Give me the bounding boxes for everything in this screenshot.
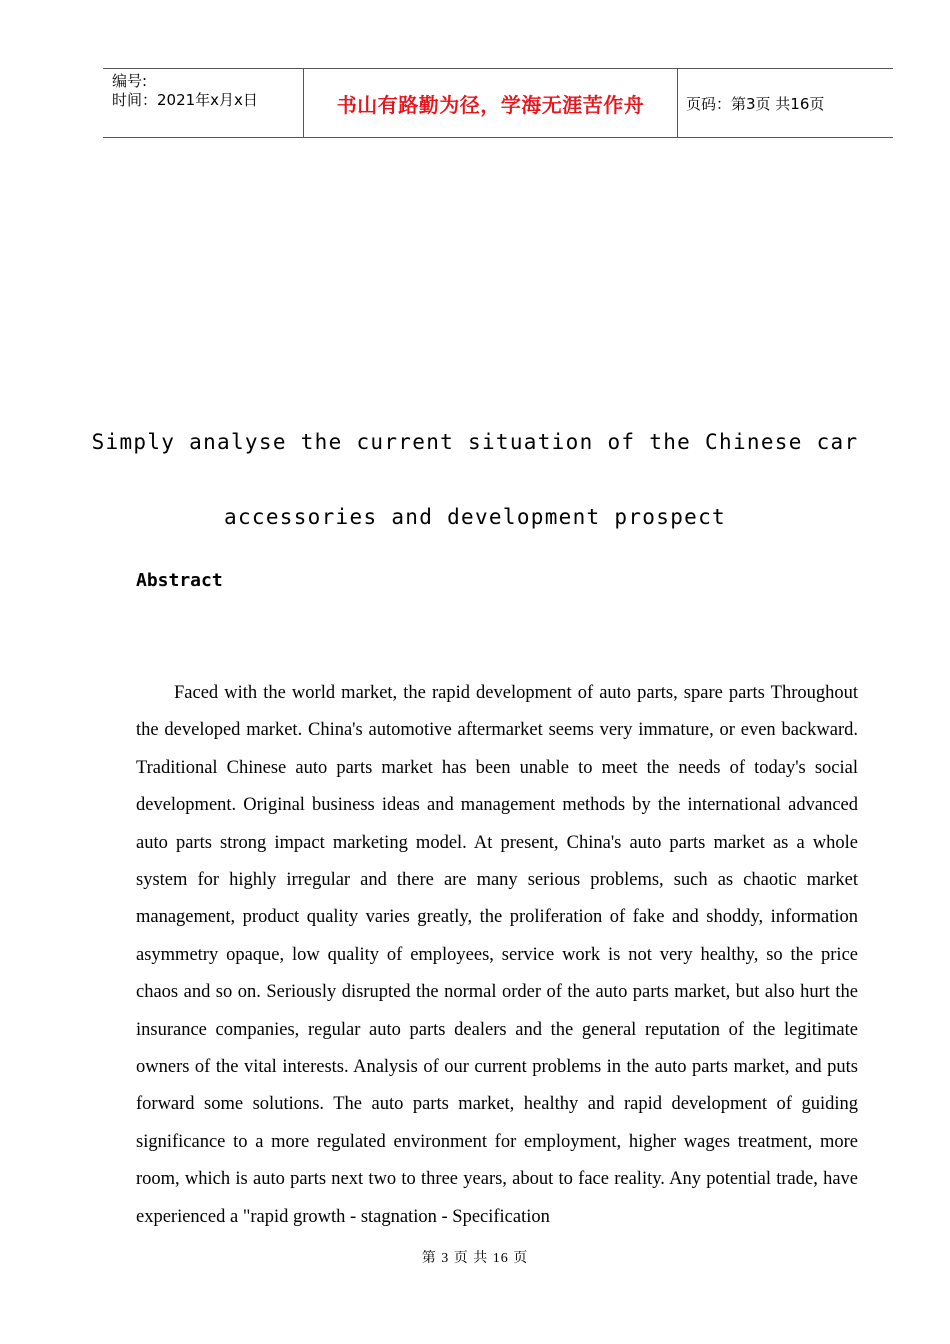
document-time-label: 时间：2021年x月x日 <box>112 91 258 109</box>
document-number-label: 编号: <box>112 72 148 90</box>
page-footer: 第 3 页 共 16 页 <box>421 1251 529 1266</box>
page-header <box>103 68 893 138</box>
header-motto: 书山有路勤为径，学海无涯苦作舟 <box>304 69 678 137</box>
header-page-info: 页码：第3页 共16页 <box>686 94 825 113</box>
header-meta-cell <box>103 69 304 137</box>
abstract-body: Faced with the world market, the rapid development of auto parts, spare parts Throughout the developed market. China's automotive aftermarket seems very immature, or even backward. Traditional Chinese auto parts market has been unable to meet the needs of today's social development. Original business ideas and management methods by the international advanced auto parts strong impact marketing model. At present, China's auto parts market as a whole system for highly irregular and there are many serious problems, such as chaotic market management, product quality varies greatly, the proliferation of fake and shoddy, information asymmetry opaque, low quality of employees, service work is not very healthy, so the price chaos and so on. Seriously disrupted the normal order of the auto parts market, but also hurt the insurance companies, regular auto parts dealers and the general reputation of the legitimate owners of the vital interests. Analysis of our current problems in the auto parts market, and puts forward some solutions. The auto parts market, healthy and rapid development of guiding significance to a more regulated environment for employment, higher wages treatment, more room, which is auto parts next two to three years, about to face reality. Any potential trade, have experienced a "rapid growth - stagnation - Specification <box>136 683 858 1227</box>
document-title-line-1: Simply analyse the current situation of the Chinese car <box>91 430 859 454</box>
abstract-heading: Abstract <box>136 570 223 591</box>
document-title-line-2: accessories and development prospect <box>224 505 726 529</box>
